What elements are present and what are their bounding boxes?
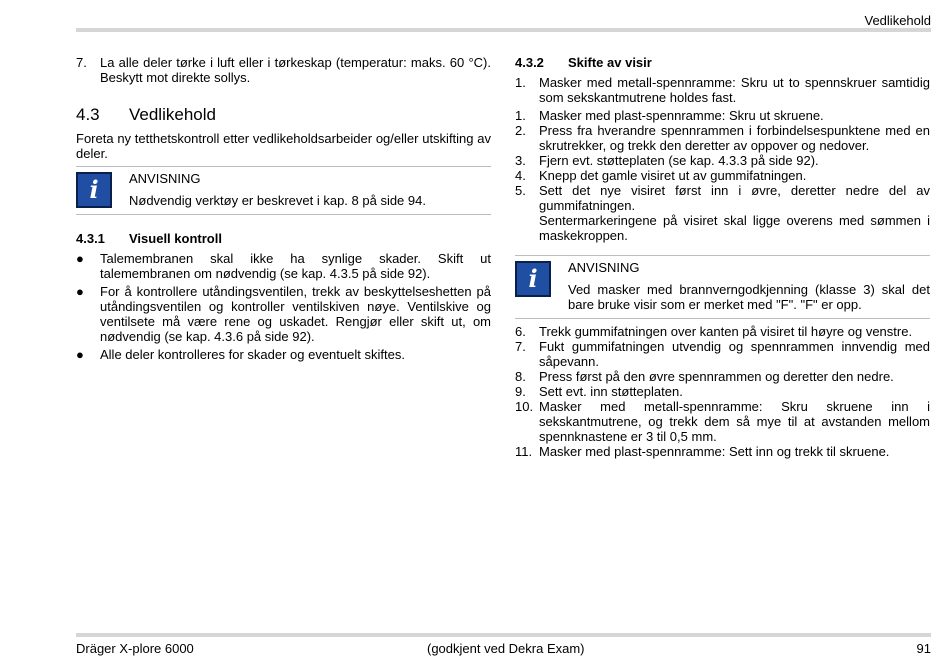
bullet-item bbox=[76, 284, 491, 344]
item-number: 4. bbox=[515, 168, 526, 183]
bullet-icon: ● bbox=[76, 251, 84, 266]
item-number: 2. bbox=[515, 123, 526, 138]
bullet-item bbox=[76, 251, 491, 281]
subsection-number: 4.3.1 bbox=[76, 231, 105, 246]
note-box bbox=[515, 255, 930, 319]
footer-approval: (godkjent ved Dekra Exam) bbox=[427, 641, 585, 656]
item-text: Trekk gummifatningen over kanten på visiret til høyre og venstre. bbox=[539, 324, 913, 339]
item-number: 1. bbox=[515, 108, 526, 123]
right-column bbox=[515, 55, 930, 459]
item-text: Press fra hverandre spennrammen i forbindelsespunktene med en skrutrekker, og trekk den deretter av oppover og nedover. bbox=[539, 123, 930, 153]
item-number: 1. bbox=[515, 75, 526, 90]
header-rule bbox=[76, 28, 931, 32]
footer-rule bbox=[76, 633, 931, 637]
note-body: Ved masker med brannverngodkjenning (klasse 3) skal det bare bruke visir som er merket med "F". "F" er opp. bbox=[568, 282, 930, 312]
bullet-icon: ● bbox=[76, 347, 84, 362]
item-text: Knepp det gamle visiret ut av gummifatningen. bbox=[539, 168, 807, 183]
list-item bbox=[515, 384, 930, 399]
list-item bbox=[515, 444, 930, 459]
item-number: 5. bbox=[515, 183, 526, 198]
item-text: Fjern evt. støtteplaten (se kap. 4.3.3 på side 92). bbox=[539, 153, 819, 168]
item-text: La alle deler tørke i luft eller i tørkeskap (temperatur: maks. 60 °C). Beskytt mot direkte sollys. bbox=[100, 55, 491, 85]
item-number: 3. bbox=[515, 153, 526, 168]
list-item bbox=[515, 168, 930, 183]
section-number: 4.3 bbox=[76, 105, 100, 124]
note-box bbox=[76, 166, 491, 215]
note-heading: ANVISNING bbox=[568, 260, 640, 275]
item-text: Sett evt. inn støtteplaten. bbox=[539, 384, 683, 399]
page-header-title: Vedlikehold bbox=[864, 13, 931, 28]
list-item bbox=[76, 55, 491, 85]
left-column bbox=[76, 55, 491, 362]
item-text-extra: Sentermarkeringene på visiret skal ligge overens med sømmen i maskekroppen. bbox=[539, 213, 930, 243]
subsection-title: Skifte av visir bbox=[568, 55, 652, 70]
item-number: 11. bbox=[515, 444, 533, 459]
page-number: 91 bbox=[916, 641, 931, 656]
item-number: 9. bbox=[515, 384, 526, 399]
item-number: 8. bbox=[515, 369, 526, 384]
item-text: Sett det nye visiret først inn i øvre, deretter nedre del av gummifatningen. bbox=[539, 183, 930, 213]
item-text: Masker med metall-spennramme: Skru skruene inn i sekskantmutrene, og trekk dem så mye til at avstanden mellom spennknastene er 3 til 0,5 mm. bbox=[539, 399, 930, 444]
list-item bbox=[515, 369, 930, 384]
item-text: Fukt gummifatningen utvendig og spennrammen innvendig med såpevann. bbox=[539, 339, 930, 369]
bullet-text: For å kontrollere utåndingsventilen, trekk av beskyttelseshetten på utåndingsventilen og kontroller ventilskiven nøye. Ventilskive og ventilsete må være rene og uskadet. Rengjør eller skift ut, om nødvendig (se kap. 4.3.6 på side 92). bbox=[100, 284, 491, 344]
item-text: Press først på den øvre spennrammen og deretter den nedre. bbox=[539, 369, 894, 384]
item-text: Masker med plast-spennramme: Sett inn og trekk til skruene. bbox=[539, 444, 890, 459]
list-item bbox=[515, 399, 930, 444]
subsection-title: Visuell kontroll bbox=[129, 231, 222, 246]
bullet-text: Alle deler kontrolleres for skader og eventuelt skiftes. bbox=[100, 347, 405, 362]
list-item bbox=[515, 153, 930, 168]
list-item bbox=[515, 75, 930, 105]
list-item bbox=[515, 108, 930, 123]
list-item bbox=[515, 183, 930, 243]
subsection-number: 4.3.2 bbox=[515, 55, 544, 70]
bullet-icon: ● bbox=[76, 284, 84, 299]
list-item bbox=[515, 324, 930, 339]
list-item bbox=[515, 339, 930, 369]
footer-product: Dräger X-plore 6000 bbox=[76, 641, 194, 656]
item-number: 7. bbox=[76, 55, 87, 70]
item-number: 7. bbox=[515, 339, 526, 354]
subsection-heading bbox=[515, 55, 930, 70]
info-icon: i bbox=[76, 172, 112, 208]
item-text: Masker med metall-spennramme: Skru ut to spennskruer samtidig som sekskantmutrene holdes fast. bbox=[539, 75, 930, 105]
section-intro: Foreta ny tetthetskontroll etter vedlikeholdsarbeider og/eller utskifting av deler. bbox=[76, 131, 491, 161]
note-heading: ANVISNING bbox=[129, 171, 201, 186]
note-body: Nødvendig verktøy er beskrevet i kap. 8 på side 94. bbox=[129, 193, 426, 208]
subsection-heading bbox=[76, 231, 491, 246]
info-icon: i bbox=[515, 261, 551, 297]
section-title: Vedlikehold bbox=[129, 105, 216, 124]
item-number: 10. bbox=[515, 399, 534, 414]
bullet-item bbox=[76, 347, 491, 362]
item-number: 6. bbox=[515, 324, 526, 339]
list-item bbox=[515, 123, 930, 153]
bullet-text: Talemembranen skal ikke ha synlige skader. Skift ut talemembranen om nødvendig (se kap. 4.3.5 på side 92). bbox=[100, 251, 491, 281]
item-text: Masker med plast-spennramme: Skru ut skruene. bbox=[539, 108, 824, 123]
section-heading bbox=[76, 105, 491, 125]
